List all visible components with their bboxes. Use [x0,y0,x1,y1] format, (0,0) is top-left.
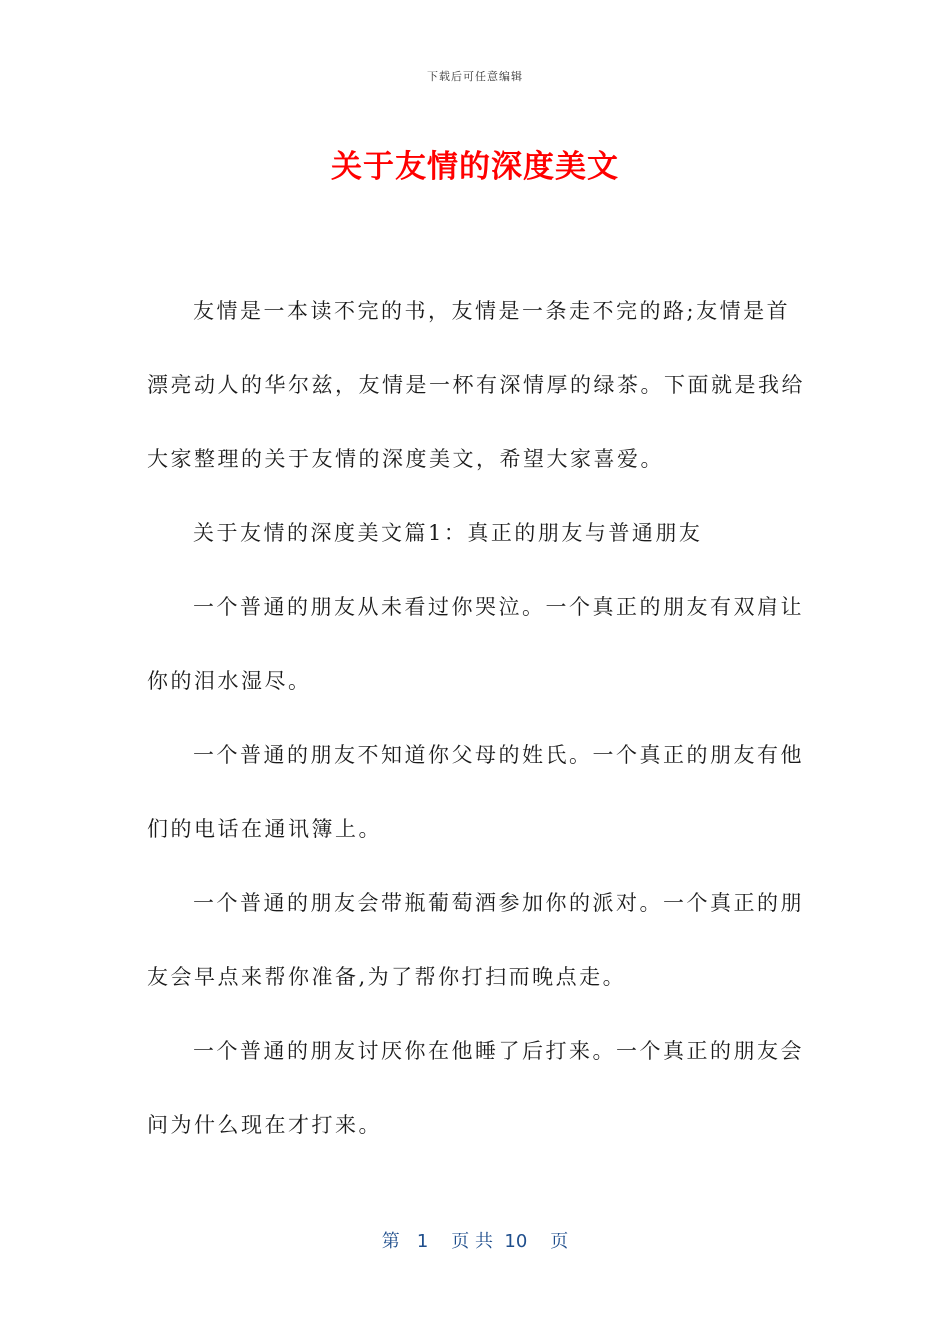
paragraph-intro: 友情是一本读不完的书，友情是一条走不完的路;友情是首漂亮动人的华尔兹，友情是一杯有深情厚的绿茶。下面就是我给大家整理的关于友情的深度美文，希望大家喜爱。 [147,299,805,471]
document-title: 关于友情的深度美文 [331,149,619,185]
document-body [147,274,807,1162]
header-note: 下载后可任意编辑 [427,70,523,83]
paragraph: 一个普通的朋友会带瓶葡萄酒参加你的派对。一个真正的朋友会早点来帮你准备,为了帮你打扫而晚点走。 [147,891,804,989]
page-footer: 第 1 页 共 10 页 [381,1231,569,1252]
paragraph-section-heading: 关于友情的深度美文篇1：真正的朋友与普通朋友 [193,521,703,545]
paragraph: 一个普通的朋友不知道你父母的姓氏。一个真正的朋友有他们的电话在通讯簿上。 [147,743,804,841]
paragraph: 一个普通的朋友讨厌你在他睡了后打来。一个真正的朋友会问为什么现在才打来。 [147,1039,804,1137]
paragraph: 一个普通的朋友从未看过你哭泣。一个真正的朋友有双肩让你的泪水湿尽。 [147,595,804,693]
